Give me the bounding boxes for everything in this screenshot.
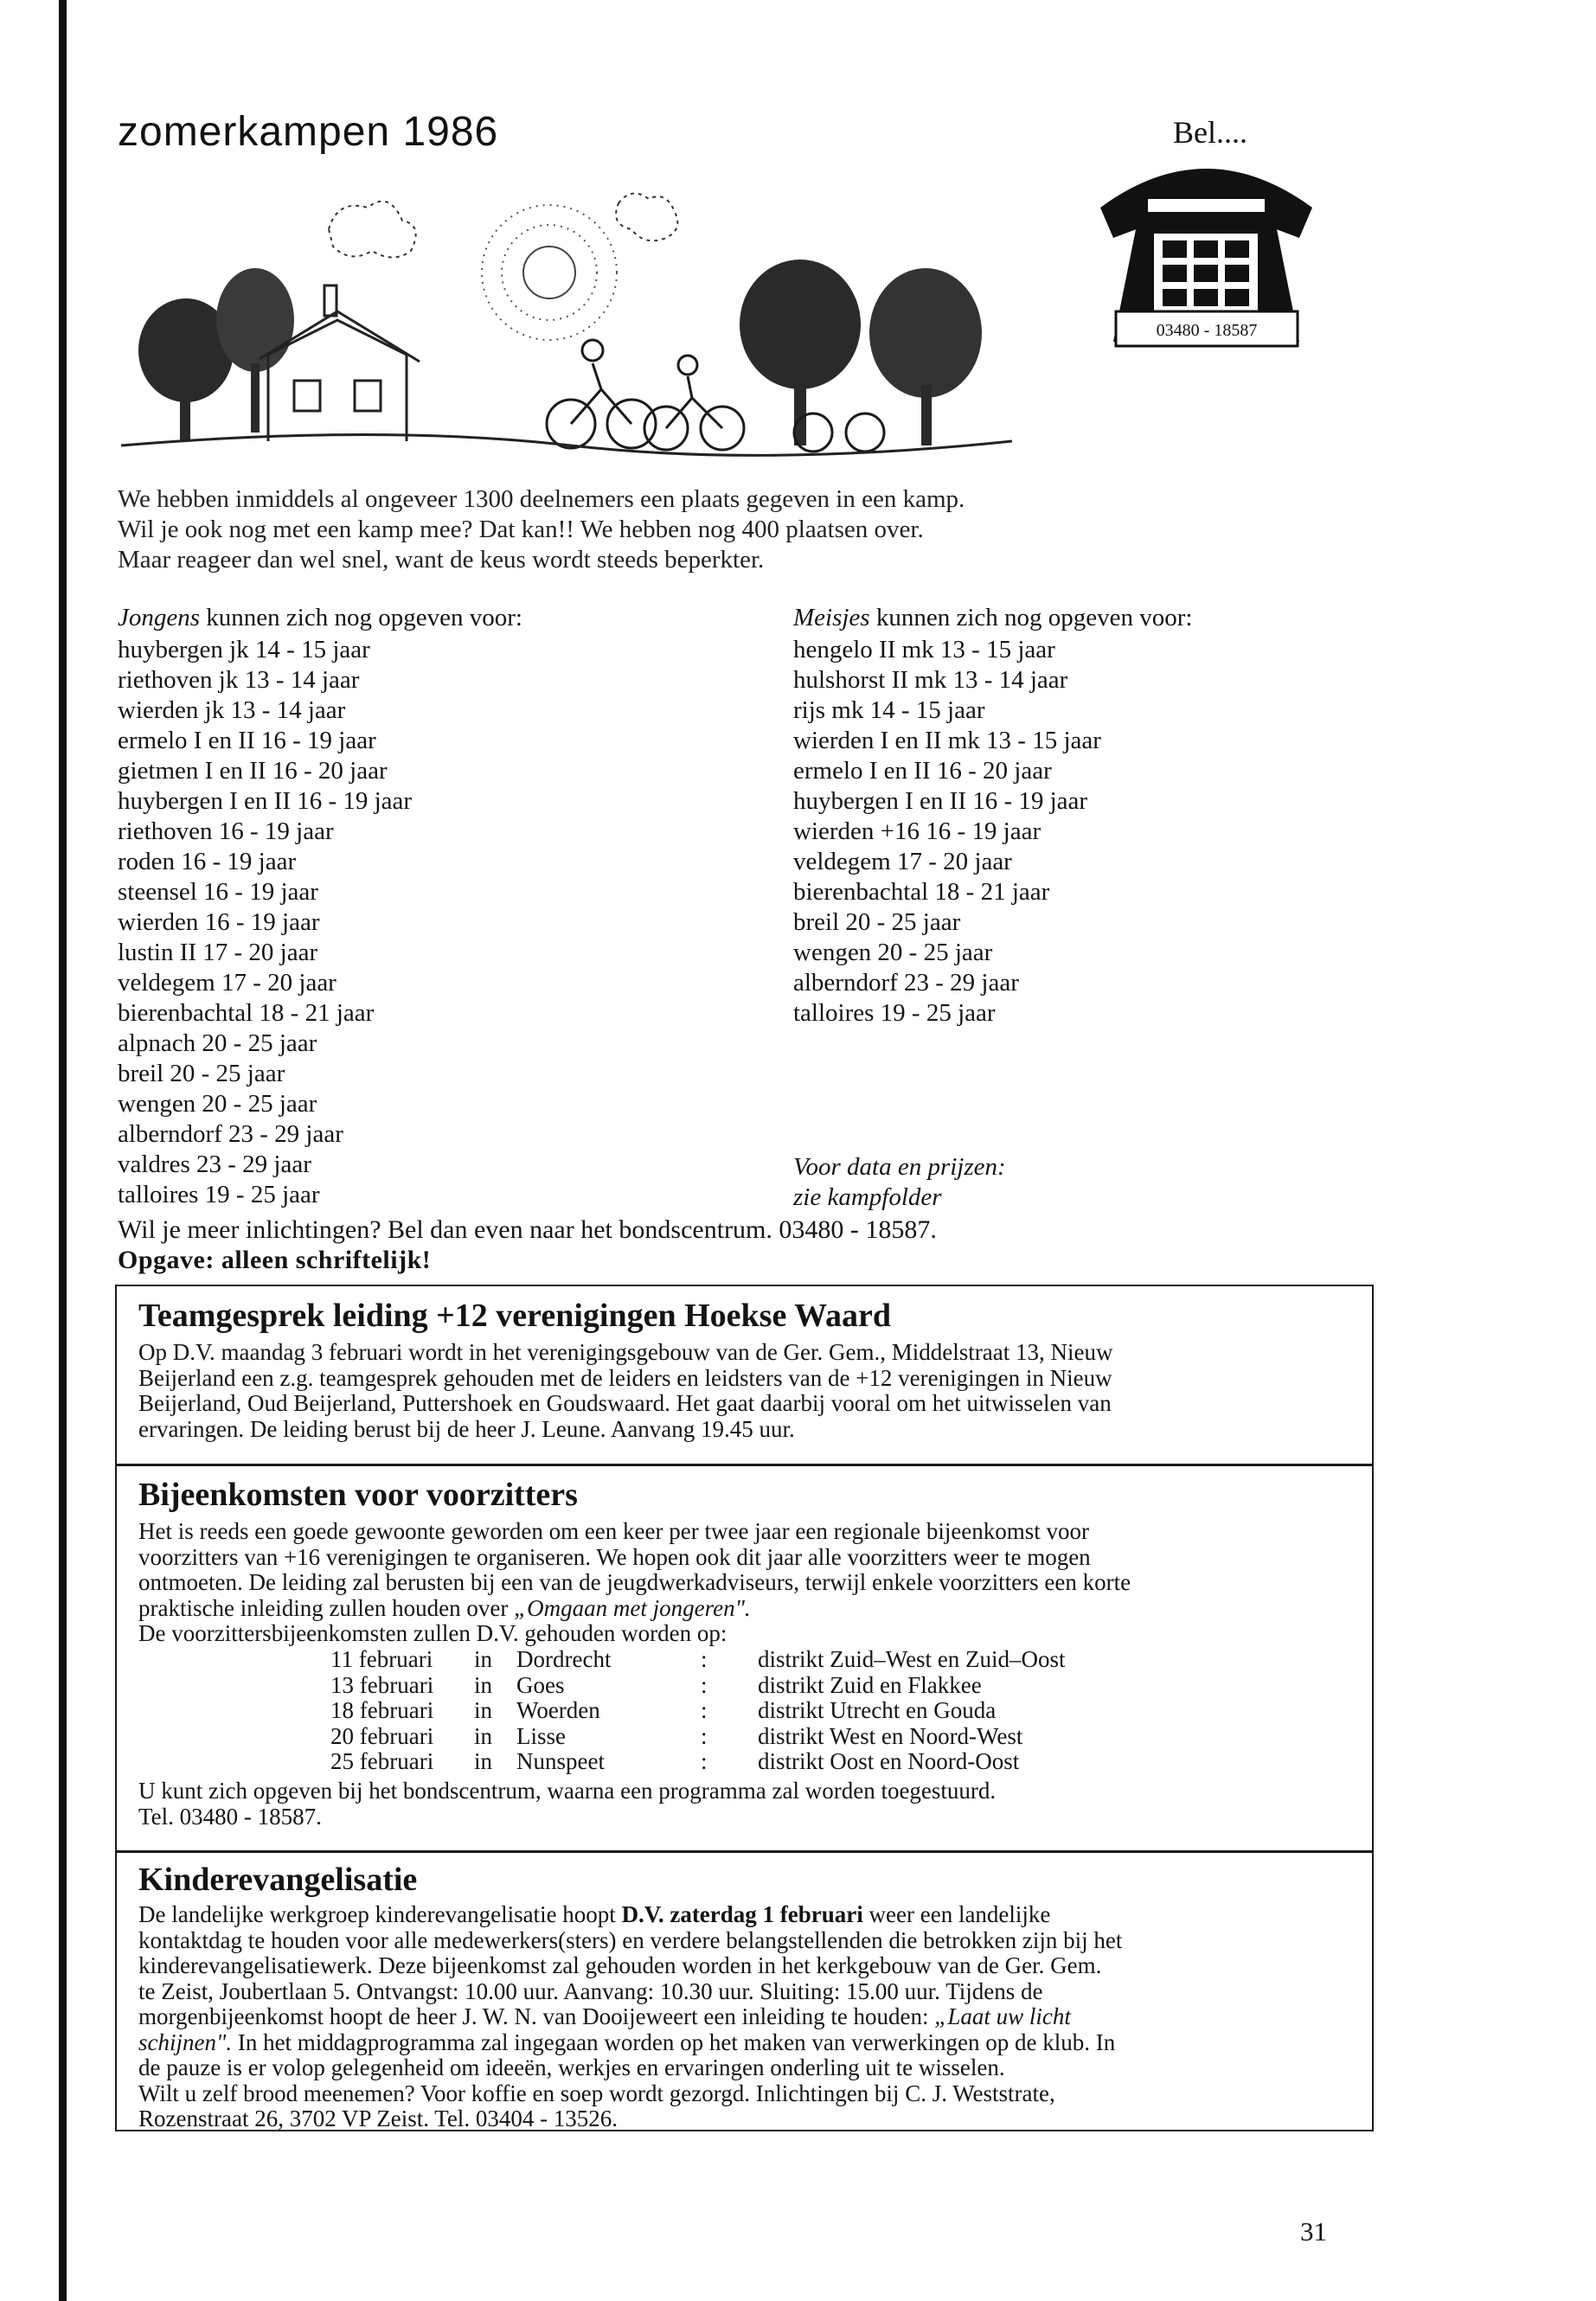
schedule-place: Dordrecht — [516, 1646, 612, 1672]
body-text: weer een landelijke — [862, 1901, 1051, 1927]
body-line: Op D.V. maandag 3 februari wordt in het verenigingsgebouw van de Ger. Gem., Middelstraat 13, Nieuw — [138, 1339, 1113, 1365]
body-line: De voorzittersbijeenkomsten zullen D.V. gehouden worden op: — [138, 1620, 727, 1646]
camp-item: alpnach 20 - 25 jaar — [118, 1029, 317, 1057]
schedule-date: 18 februari — [330, 1697, 434, 1723]
schedule-place: Goes — [516, 1671, 565, 1698]
opgave-line: Opgave: alleen schriftelijk! — [118, 1246, 432, 1274]
camp-item: riethoven jk 13 - 14 jaar — [118, 666, 360, 694]
camp-item: alberndorf 23 - 29 jaar — [118, 1120, 343, 1148]
camp-item: breil 20 - 25 jaar — [118, 1060, 285, 1087]
teamgesprek-box — [115, 1285, 1374, 1466]
schedule-district: distrikt Utrecht en Gouda — [758, 1697, 997, 1723]
schedule-sep: : — [701, 1646, 708, 1672]
bijeenkomsten-body — [138, 1519, 1131, 1647]
camp-item: veldegem 17 - 20 jaar — [118, 969, 337, 997]
body-text: morgenbijeenkomst hoopt de heer J. W. N. van Dooijeweert een inleiding te houden: — [138, 2003, 935, 2029]
bijeenkomsten-box — [115, 1464, 1374, 1853]
camp-item: roden 16 - 19 jaar — [118, 848, 297, 875]
camp-item: talloires 19 - 25 jaar — [793, 999, 996, 1027]
schedule-in: in — [474, 1697, 493, 1723]
body-line: Rozenstraat 26, 3702 VP Zeist. Tel. 03404 - 13526. — [138, 2106, 619, 2131]
body-italic-text: „Laat uw licht — [934, 2003, 1071, 2029]
body-line: te Zeist, Joubertlaan 5. Ontvangst: 10.00 uur. Aanvang: 10.30 uur. Sluiting: 15.00 uur. Tijdens de — [138, 1977, 1043, 2004]
schedule-in: in — [474, 1671, 493, 1698]
bijeenkomsten-closing — [138, 1779, 996, 1830]
body-line: Wilt u zelf brood meenemen? Voor koffie en soep wordt gezorgd. Inlichtingen bij C. J. Weststrate, — [138, 2080, 1055, 2106]
camp-item: ermelo I en II 16 - 19 jaar — [118, 727, 376, 754]
folder-note-line: Voor data en prijzen: — [793, 1153, 1006, 1181]
kinderevangelisatie-title: Kinderevangelisatie — [138, 1862, 418, 1898]
telephone-icon — [1092, 147, 1321, 359]
binder-edge — [59, 0, 67, 2301]
camp-item: veldegem 17 - 20 jaar — [793, 848, 1012, 875]
camp-item: wierden I en II mk 13 - 15 jaar — [793, 727, 1101, 754]
camp-item: ermelo I en II 16 - 20 jaar — [793, 757, 1052, 785]
schedule-in: in — [474, 1748, 493, 1774]
meeting-schedule — [138, 1647, 1349, 1775]
camp-item: wengen 20 - 25 jaar — [118, 1090, 317, 1118]
camp-item: lustin II 17 - 20 jaar — [118, 939, 318, 966]
girls-camp-list — [793, 635, 1101, 1029]
camp-item: steensel 16 - 19 jaar — [118, 878, 318, 906]
camp-item: valdres 23 - 29 jaar — [118, 1150, 311, 1178]
schedule-district: distrikt Zuid en Flakkee — [758, 1671, 982, 1698]
camp-item: talloires 19 - 25 jaar — [118, 1181, 320, 1208]
kinderevangelisatie-box — [115, 1850, 1374, 2131]
schedule-row — [138, 1724, 1349, 1750]
camp-item: alberndorf 23 - 29 jaar — [793, 969, 1019, 997]
schedule-in: in — [474, 1646, 493, 1672]
camp-item: wengen 20 - 25 jaar — [793, 939, 993, 966]
bel-label: Bel.... — [1173, 115, 1247, 150]
body-line: ervaringen. De leiding berust bij de heer J. Leune. Aanvang 19.45 uur. — [138, 1415, 795, 1442]
intro-line: Maar reageer dan wel snel, want de keus wordt steeds beperkter. — [118, 545, 765, 574]
camp-item: riethoven 16 - 19 jaar — [118, 817, 334, 845]
camp-item: breil 20 - 25 jaar — [793, 908, 961, 936]
camp-item: wierden 16 - 19 jaar — [118, 908, 320, 936]
schedule-date: 11 februari — [330, 1646, 433, 1672]
body-line — [138, 1596, 1131, 1622]
camp-item: hengelo II mk 13 - 15 jaar — [793, 636, 1055, 663]
body-line: de pauze is er volop gelegenheid om ideeën, werkjes en ervaringen onderling uit te wisselen. — [138, 2054, 1005, 2080]
camp-item: hulshorst II mk 13 - 14 jaar — [793, 666, 1068, 694]
body-line: Het is reeds een goede gewoonte geworden om een keer per twee jaar een regionale bijeenkomst voor — [138, 1518, 1090, 1544]
camp-item: wierden +16 16 - 19 jaar — [793, 817, 1042, 845]
schedule-district: distrikt Zuid–West en Zuid–Oost — [758, 1646, 1066, 1672]
schedule-row — [138, 1647, 1349, 1673]
camp-item: gietmen I en II 16 - 20 jaar — [118, 757, 388, 785]
phone-number-label: 03480 - 18587 — [1156, 321, 1258, 340]
schedule-district: distrikt West en Noord-West — [758, 1722, 1023, 1749]
body-line: U kunt zich opgeven bij het bondscentrum, waarna een programma zal worden toegestuurd. — [138, 1778, 997, 1804]
body-line — [138, 2030, 1122, 2056]
camp-item: bierenbachtal 18 - 21 jaar — [793, 878, 1050, 906]
girls-header-text: kunnen zich nog opgeven voor: — [869, 604, 1193, 631]
intro-line: We hebben inmiddels al ongeveer 1300 deelnemers een plaats gegeven in een kamp. — [118, 485, 965, 513]
schedule-place: Lisse — [516, 1722, 566, 1749]
schedule-sep: : — [701, 1697, 708, 1723]
girls-header — [793, 604, 1192, 632]
schedule-sep: : — [701, 1722, 708, 1749]
boys-header — [118, 604, 522, 632]
body-line: voorzitters van +16 verenigingen te organiseren. We hopen ook dit jaar alle voorzitters weer te mogen — [138, 1543, 1091, 1570]
body-line — [138, 1902, 1122, 1928]
schedule-date: 13 februari — [330, 1671, 434, 1698]
schedule-row — [138, 1749, 1349, 1775]
camp-item: wierden jk 13 - 14 jaar — [118, 696, 346, 724]
body-line: kontaktdag te houden voor alle medewerkers(sters) en verdere belangstellenden die betrokken zijn bij het — [138, 1926, 1123, 1953]
intro-paragraph — [118, 484, 965, 574]
schedule-date: 25 februari — [330, 1748, 434, 1774]
summer-camp-illustration — [121, 164, 1012, 463]
body-line: Beijerland, Oud Beijerland, Puttershoek en Goudswaard. Het gaat daarbij vooral om het uitwisselen van — [138, 1390, 1112, 1416]
page-number: 31 — [1300, 2216, 1327, 2247]
body-text: praktische inleiding zullen houden over — [138, 1594, 515, 1621]
camp-item: bierenbachtal 18 - 21 jaar — [118, 999, 375, 1027]
intro-line: Wil je ook nog met een kamp mee? Dat kan!! We hebben nog 400 plaatsen over. — [118, 515, 924, 543]
camp-item: huybergen jk 14 - 15 jaar — [118, 636, 370, 663]
boys-group-label: Jongens — [118, 604, 201, 631]
folder-note — [793, 1152, 1006, 1213]
schedule-row — [138, 1673, 1349, 1699]
camp-item: huybergen I en II 16 - 19 jaar — [793, 787, 1088, 815]
schedule-district: distrikt Oost en Noord-Oost — [758, 1748, 1020, 1774]
page-title: zomerkampen 1986 — [118, 109, 499, 155]
girls-group-label: Meisjes — [793, 604, 870, 631]
kinderevangelisatie-body — [138, 1902, 1122, 2132]
body-text: De landelijke werkgroep kinderevangelisatie hoopt — [138, 1901, 622, 1927]
body-line: kinderevangelisatiewerk. Deze bijeenkomst zal gehouden worden in het kerkgebouw van de Ger. Gem. — [138, 1952, 1102, 1978]
schedule-place: Nunspeet — [516, 1748, 605, 1774]
teamgesprek-body — [138, 1340, 1112, 1442]
schedule-sep: : — [701, 1671, 708, 1698]
body-line: ontmoeten. De leiding zal berusten bij een van de jeugdwerkadviseurs, terwijl enkele voorzitters een korte — [138, 1569, 1131, 1595]
camp-item: rijs mk 14 - 15 jaar — [793, 696, 985, 724]
teamgesprek-title: Teamgesprek leiding +12 verenigingen Hoekse Waard — [138, 1298, 892, 1334]
boys-camp-list — [118, 635, 412, 1210]
schedule-in: in — [474, 1722, 493, 1749]
schedule-place: Woerden — [516, 1697, 600, 1723]
schedule-sep: : — [701, 1748, 708, 1774]
schedule-row — [138, 1698, 1349, 1724]
info-line: Wil je meer inlichtingen? Bel dan even naar het bondscentrum. 03480 - 18587. — [118, 1215, 937, 1244]
body-line — [138, 2004, 1122, 2030]
folder-note-line: zie kampfolder — [793, 1183, 942, 1211]
boys-header-text: kunnen zich nog opgeven voor: — [200, 604, 522, 631]
schedule-date: 20 februari — [330, 1722, 434, 1749]
camp-item: huybergen I en II 16 - 19 jaar — [118, 787, 413, 815]
body-line: Tel. 03480 - 18587. — [138, 1803, 322, 1830]
body-line: Beijerland een z.g. teamgesprek gehouden met de leiders en leidsters van de +12 verenigingen in Nieuw — [138, 1364, 1112, 1391]
body-italic-text: schijnen". — [138, 2029, 233, 2055]
bijeenkomsten-title: Bijeenkomsten voor voorzitters — [138, 1477, 578, 1513]
body-italic-text: „Omgaan met jongeren". — [514, 1594, 751, 1621]
body-bold-text: D.V. zaterdag 1 februari — [621, 1901, 863, 1927]
body-text: In het middagprogramma zal ingegaan worden op het maken van verwerkingen op de klub. In — [232, 2029, 1116, 2055]
